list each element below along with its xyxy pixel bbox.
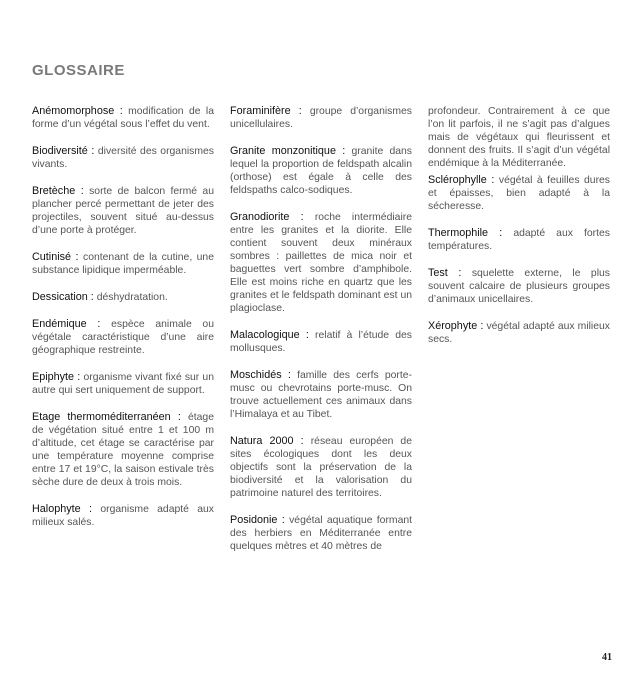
- glossary-entry: [428, 174, 610, 213]
- glossary-term: Test :: [428, 267, 462, 279]
- glossary-definition: végétal à feuilles dures et épaisses, bien adapté à la sécheresse.: [428, 175, 611, 212]
- glossary-entry: [230, 105, 412, 131]
- glossary-term: Dessication :: [32, 291, 94, 303]
- glossary-term: Moschidés :: [230, 369, 291, 381]
- glossary-entry-continued: [428, 105, 610, 170]
- glossary-term: Anémomorphose :: [32, 105, 123, 117]
- glossary-term: Etage thermoméditerranéen :: [32, 411, 181, 423]
- glossary-definition: groupe d’organismes unicellulaires.: [230, 106, 413, 130]
- glossary-definition: profondeur. Contrairement à ce que l’on lit parfois, il ne s’agit pas d’algues mais de végétaux qui fleurissent et donnent des fruits. Il s’agit d’un végétal endémique à la Méditerranée.: [428, 106, 610, 169]
- glossary-definition: sorte de balcon fermé au plancher percé permettant de jeter des projectiles, souvent situé au-dessus d’une porte à protéger.: [32, 186, 214, 236]
- glossary-column-3: [428, 105, 610, 360]
- glossary-entry: [32, 371, 214, 397]
- glossary-definition: contenant de la cutine, une substance lipidique imperméable.: [32, 252, 214, 276]
- glossary-term: Halophyte :: [32, 503, 93, 515]
- glossary-entry: [428, 320, 610, 346]
- glossary-definition: adapté aux fortes températures.: [428, 228, 611, 252]
- glossary-definition: famille des cerfs porte-musc ou chevrotains porte-musc. On trouve actuellement ces animaux dans l’Himalaya et au Tibet.: [230, 370, 412, 420]
- glossary-term: Thermophile :: [428, 227, 503, 239]
- glossary-definition: étage de végétation situé entre 1 et 100 m d’altitude, cet étage se caractérise par une température moyenne comprise entre 17 et 19°C, la saison estivale très sèche dure de deux à trois mois.: [32, 412, 214, 488]
- glossary-definition: réseau européen de sites écologiques dont les deux objectifs sont la préservation de la biodiversité et la valorisation du patrimoine naturel des territoires.: [230, 436, 412, 499]
- glossary-term: Biodiversité :: [32, 145, 95, 157]
- glossary-entry: [32, 251, 214, 277]
- glossary-term: Granite monzonitique :: [230, 145, 346, 157]
- glossary-term: Natura 2000 :: [230, 435, 304, 447]
- glossary-entry: [32, 411, 214, 489]
- glossary-entry: [230, 514, 412, 553]
- glossary-term: Xérophyte :: [428, 320, 484, 332]
- glossary-term: Cutinisé :: [32, 251, 79, 263]
- glossary-term: Foraminifère :: [230, 105, 302, 117]
- glossary-definition: organisme adapté aux milieux salés.: [32, 504, 214, 528]
- glossary-term: Endémique :: [32, 318, 101, 330]
- glossary-term: Epiphyte :: [32, 371, 81, 383]
- glossary-definition: roche intermédiaire entre les granites et la diorite. Elle contient souvent deux minéraux sombres : paillettes de mica noir et baguettes vert sombre d’amphibole. Elle est moins riche en quartz que les granites et le feldspath dominant est un plagioclase.: [230, 212, 412, 314]
- glossary-column-2: [230, 105, 412, 567]
- glossary-definition: diversité des organismes vivants.: [32, 146, 214, 170]
- glossary-definition: déshydratation.: [96, 292, 168, 303]
- glossary-term: Posidonie :: [230, 514, 285, 526]
- glossary-term: Granodiorite :: [230, 211, 304, 223]
- glossary-entry: [428, 227, 610, 253]
- glossary-definition: granite dans lequel la proportion de feldspath alcalin (orthose) est égale à celle des feldspaths calco-sodiques.: [230, 146, 412, 196]
- glossary-entry: [32, 503, 214, 529]
- glossary-entry: [32, 105, 214, 131]
- glossary-definition: végétal aquatique formant des herbiers en Méditerranée entre quelques mètres et 40 mètres de: [230, 515, 413, 552]
- glossary-entry: [230, 145, 412, 197]
- glossary-term: Bretèche :: [32, 185, 84, 197]
- glossary-entry: [230, 369, 412, 421]
- glossary-term: Malacologique :: [230, 329, 309, 341]
- glossary-entry: [32, 145, 214, 171]
- page-number: 41: [602, 652, 612, 663]
- glossary-entry: [32, 185, 214, 237]
- glossary-definition: organisme vivant fixé sur un autre qui sert uniquement de support.: [32, 372, 214, 396]
- glossary-definition: végétal adapté aux milieux secs.: [428, 321, 610, 345]
- glossary-entry: [32, 318, 214, 357]
- glossary-entry: [32, 291, 214, 304]
- glossary-entry: [230, 435, 412, 500]
- glossary-entry: [230, 329, 412, 355]
- glossary-entry: [230, 211, 412, 315]
- glossary-entry: [428, 267, 610, 306]
- glossary-definition: espèce animale ou végétale caractéristique d’une aire géographique restreinte.: [32, 319, 214, 356]
- glossary-definition: modification de la forme d’un végétal sous l’effet du vent.: [32, 106, 214, 130]
- page-title: GLOSSAIRE: [32, 62, 125, 79]
- glossary-column-1: [32, 105, 214, 543]
- glossary-term: Sclérophylle :: [428, 174, 495, 186]
- glossary-definition: relatif à l’étude des mollusques.: [230, 330, 412, 354]
- glossary-definition: squelette externe, le plus souvent calcaire de plusieurs groupes d’animaux unicellaires.: [428, 268, 610, 305]
